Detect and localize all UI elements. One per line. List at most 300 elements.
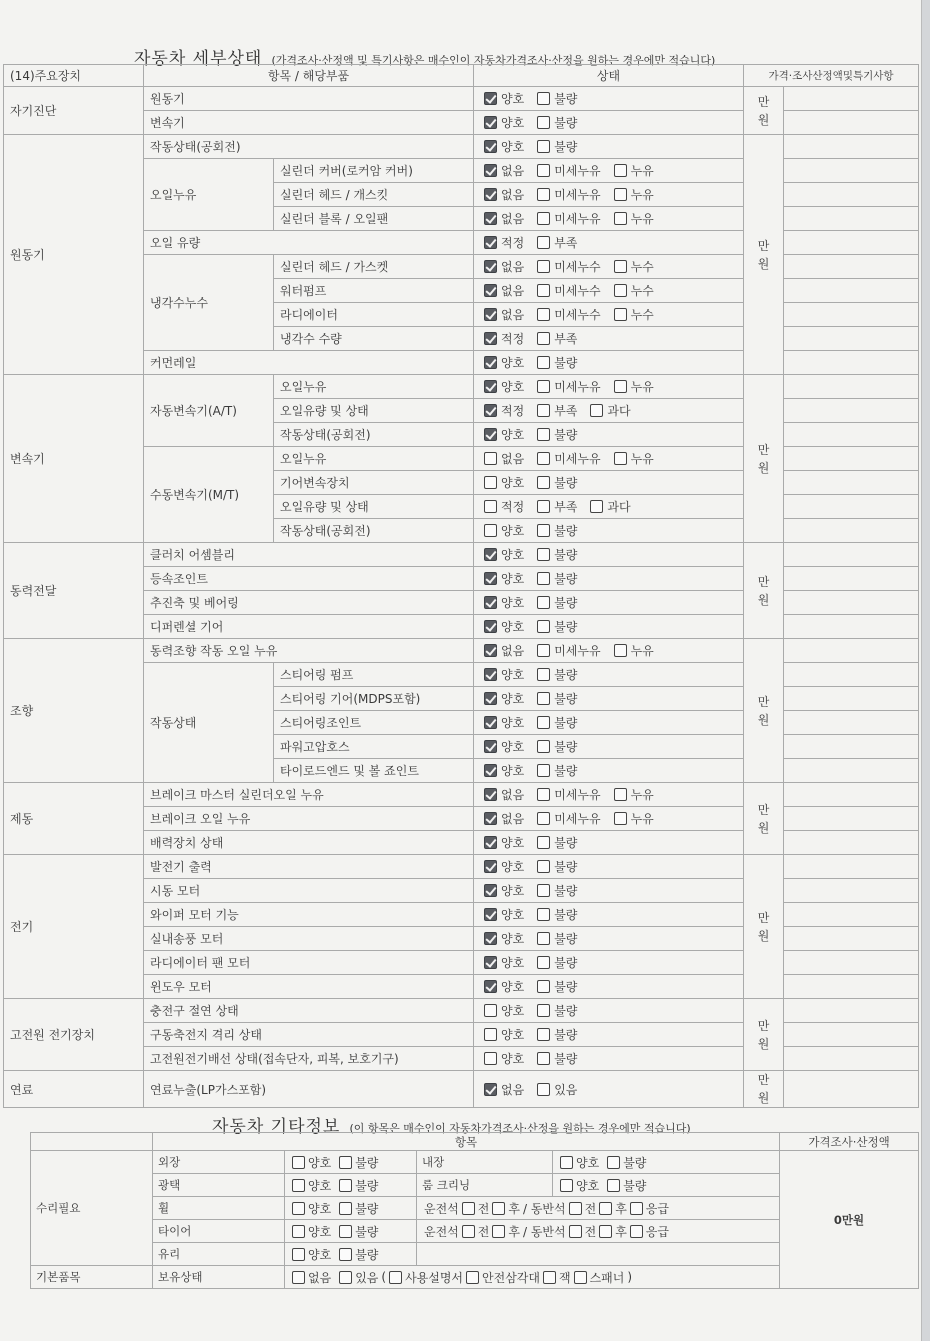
checkbox[interactable]	[292, 1248, 305, 1261]
note-cell[interactable]	[784, 663, 919, 687]
checkbox-checked[interactable]	[484, 140, 497, 153]
note-cell[interactable]	[784, 567, 919, 591]
item-label: 동력조향 작동 오일 누유	[144, 639, 474, 663]
checkbox[interactable]	[339, 1248, 352, 1261]
subgroup-manual: 수동변속기(M/T)	[144, 447, 274, 543]
price-unit-cell	[744, 855, 784, 999]
option-label: 불량	[554, 140, 578, 154]
option-label: 누수	[630, 284, 654, 298]
note-cell[interactable]	[784, 807, 919, 831]
checkbox-checked[interactable]	[484, 1083, 497, 1096]
item-label: 라디에이터	[274, 303, 474, 327]
checkbox[interactable]	[537, 956, 550, 969]
item-label: 배력장치 상태	[144, 831, 474, 855]
note-cell[interactable]	[784, 471, 919, 495]
status-options	[480, 690, 737, 707]
note-cell[interactable]	[784, 495, 919, 519]
price-unit-cell	[744, 135, 784, 375]
checkbox[interactable]	[537, 500, 550, 513]
price-unit-won: 원	[757, 712, 770, 727]
checkbox[interactable]	[537, 188, 550, 201]
checkbox[interactable]	[537, 764, 550, 777]
checkbox[interactable]	[537, 116, 550, 129]
price-unit-man: 만	[757, 910, 770, 925]
note-cell[interactable]	[784, 135, 919, 159]
note-cell[interactable]	[784, 159, 919, 183]
option-label: 불량	[355, 1155, 379, 1170]
checkbox[interactable]	[484, 1028, 497, 1041]
option-label: 양호	[501, 140, 525, 154]
option-label: 불량	[554, 1052, 578, 1066]
blank-header	[31, 1133, 153, 1151]
checkbox-checked[interactable]	[484, 236, 497, 249]
checkbox[interactable]	[466, 1271, 479, 1284]
option-label: 양호	[501, 692, 525, 706]
note-cell[interactable]	[784, 687, 919, 711]
item-label: 작동상태(공회전)	[274, 519, 474, 543]
status-options	[480, 330, 737, 347]
category-power-transfer: 동력전달	[4, 543, 144, 639]
option-label: 누유	[630, 452, 654, 466]
note-cell[interactable]	[784, 903, 919, 927]
subgroup-coolant-leak: 냉각수누수	[144, 255, 274, 351]
checkbox-checked[interactable]	[484, 860, 497, 873]
checkbox[interactable]	[292, 1225, 305, 1238]
price-unit-cell	[744, 375, 784, 543]
note-cell[interactable]	[784, 399, 919, 423]
note-cell[interactable]	[784, 951, 919, 975]
option-label: 미세누유	[554, 380, 601, 394]
checkbox[interactable]	[537, 260, 550, 273]
checkbox[interactable]	[537, 236, 550, 249]
note-cell[interactable]	[784, 879, 919, 903]
checkbox[interactable]	[537, 1052, 550, 1065]
checkbox[interactable]	[537, 332, 550, 345]
header-price-2: 가격조사·산정액	[780, 1133, 919, 1151]
option-label: 양호	[501, 596, 525, 610]
checkbox[interactable]	[537, 356, 550, 369]
status-options	[480, 234, 737, 251]
checkbox[interactable]	[614, 212, 627, 225]
option-label: 불량	[554, 428, 578, 442]
item-label: 휠	[153, 1197, 285, 1220]
checkbox[interactable]	[537, 524, 550, 537]
option-label: 불량	[554, 548, 578, 562]
note-cell[interactable]	[784, 87, 919, 111]
checkbox[interactable]	[537, 140, 550, 153]
option-label: 있음	[554, 1082, 578, 1097]
checkbox[interactable]	[560, 1156, 573, 1169]
note-cell[interactable]	[784, 351, 919, 375]
checkbox[interactable]	[339, 1271, 352, 1284]
checkbox[interactable]	[614, 308, 627, 321]
checkbox[interactable]	[537, 212, 550, 225]
item-label: 스티어링 기어(MDPS포함)	[274, 687, 474, 711]
checkbox-checked[interactable]	[484, 596, 497, 609]
item-label: 발전기 출력	[144, 855, 474, 879]
option-label: 누수	[630, 308, 654, 322]
category-brake: 제동	[4, 783, 144, 855]
status-options	[480, 1002, 737, 1019]
option-label: 누유	[630, 212, 654, 226]
item-label: 오일유량 및 상태	[274, 399, 474, 423]
option-label: 없음	[501, 788, 525, 802]
checkbox[interactable]	[537, 980, 550, 993]
checkbox[interactable]	[614, 644, 627, 657]
price-unit-cell	[744, 783, 784, 855]
header-price: 가격·조사산정액및특기사항	[744, 65, 919, 87]
item-label: 브레이크 오일 누유	[144, 807, 474, 831]
option-label: 양호	[501, 1052, 525, 1066]
option-label: 불량	[554, 524, 578, 538]
option-label: 양호	[501, 884, 525, 898]
checkbox[interactable]	[292, 1156, 305, 1169]
checkbox[interactable]	[537, 164, 550, 177]
note-cell[interactable]	[784, 711, 919, 735]
status-options	[480, 258, 737, 275]
item-label: 변속기	[144, 111, 474, 135]
checkbox[interactable]	[462, 1202, 475, 1215]
option-label: 불량	[554, 116, 578, 130]
option-label: 미세누유	[554, 212, 601, 226]
status-options	[480, 714, 737, 731]
checkbox[interactable]	[614, 812, 627, 825]
item-label: 추진축 및 베어링	[144, 591, 474, 615]
status-options	[558, 1154, 774, 1171]
note-cell[interactable]	[784, 423, 919, 447]
option-label: 적정	[501, 332, 525, 346]
checkbox[interactable]	[537, 644, 550, 657]
note-cell[interactable]	[784, 615, 919, 639]
note-cell[interactable]	[784, 831, 919, 855]
item-label: 시동 모터	[144, 879, 474, 903]
checkbox-checked[interactable]	[484, 956, 497, 969]
checkbox[interactable]	[537, 788, 550, 801]
option-label: 양호	[501, 116, 525, 130]
checkbox-checked[interactable]	[484, 380, 497, 393]
checkbox[interactable]	[537, 92, 550, 105]
item-label: 등속조인트	[144, 567, 474, 591]
checkbox[interactable]	[614, 260, 627, 273]
checkbox[interactable]	[537, 284, 550, 297]
category-transmission: 변속기	[4, 375, 144, 543]
note-cell[interactable]	[784, 111, 919, 135]
note-cell[interactable]	[784, 1047, 919, 1071]
option-label: 불량	[554, 668, 578, 682]
checkbox[interactable]	[537, 812, 550, 825]
checkbox-checked[interactable]	[484, 164, 497, 177]
checkbox[interactable]	[484, 452, 497, 465]
checkbox-checked[interactable]	[484, 740, 497, 753]
checkbox[interactable]	[537, 692, 550, 705]
checkbox[interactable]	[537, 620, 550, 633]
checkbox[interactable]	[537, 548, 550, 561]
note-cell[interactable]	[784, 543, 919, 567]
item-label: 룸 크리닝	[417, 1174, 553, 1197]
status-options	[480, 930, 737, 947]
header-section: (14)주요장치	[4, 65, 144, 87]
checkbox[interactable]	[537, 836, 550, 849]
checkbox[interactable]	[484, 1052, 497, 1065]
option-label: 전	[584, 1201, 597, 1216]
checkbox[interactable]	[599, 1225, 612, 1238]
item-label: 실린더 헤드 / 가스켓	[274, 255, 474, 279]
option-label: 불량	[554, 476, 578, 490]
checkbox[interactable]	[543, 1271, 556, 1284]
checkbox-checked[interactable]	[484, 932, 497, 945]
option-label: 잭	[559, 1270, 571, 1285]
checkbox[interactable]	[492, 1202, 505, 1215]
option-label: 양호	[501, 836, 525, 850]
option-label: 양호	[308, 1155, 332, 1170]
option-label: 누유	[630, 644, 654, 658]
option-label: 불량	[623, 1178, 647, 1193]
option-label: 응급	[645, 1224, 669, 1239]
note-cell[interactable]	[784, 999, 919, 1023]
option-label: 없음	[501, 164, 525, 178]
checkbox[interactable]	[292, 1179, 305, 1192]
item-label: 와이퍼 모터 기능	[144, 903, 474, 927]
note-cell[interactable]	[784, 759, 919, 783]
checkbox-checked[interactable]	[484, 260, 497, 273]
checkbox[interactable]	[614, 188, 627, 201]
estimated-price[interactable]: 0만원	[780, 1151, 919, 1289]
note-cell[interactable]	[784, 591, 919, 615]
checkbox[interactable]	[560, 1179, 573, 1192]
checkbox[interactable]	[537, 1004, 550, 1017]
note-cell[interactable]	[784, 279, 919, 303]
option-label: 후	[615, 1224, 627, 1239]
checkbox[interactable]	[537, 308, 550, 321]
price-unit-cell	[744, 543, 784, 639]
checkbox-checked[interactable]	[484, 92, 497, 105]
item-label: 오일누유	[274, 447, 474, 471]
checkbox-checked[interactable]	[484, 428, 497, 441]
title-note: (가격조사·산정액 및 특기사항은 매수인이 자동차가격조사·산정을 원하는 경우에만 적습니다)	[271, 54, 716, 67]
checkbox-checked[interactable]	[484, 548, 497, 561]
option-label: 불량	[554, 1028, 578, 1042]
checkbox[interactable]	[607, 1179, 620, 1192]
item-label: 타이로드엔드 및 볼 죠인트	[274, 759, 474, 783]
checkbox-checked[interactable]	[484, 716, 497, 729]
checkbox[interactable]	[492, 1225, 505, 1238]
note-cell[interactable]	[784, 447, 919, 471]
item-label: 오일 유량	[144, 231, 474, 255]
other-info-table	[30, 1132, 919, 1289]
option-label: 양호	[576, 1178, 600, 1193]
item-label: 브레이크 마스터 실린더오일 누유	[144, 783, 474, 807]
checkbox[interactable]	[537, 428, 550, 441]
checkbox-checked[interactable]	[484, 284, 497, 297]
price-unit-man: 만	[757, 238, 770, 253]
checkbox-checked[interactable]	[484, 668, 497, 681]
note-cell[interactable]	[784, 639, 919, 663]
checkbox[interactable]	[569, 1202, 582, 1215]
checkbox[interactable]	[614, 284, 627, 297]
note-cell[interactable]	[784, 183, 919, 207]
option-label: 적정	[501, 500, 525, 514]
item-label: 파워고압호스	[274, 735, 474, 759]
option-label: 없음	[501, 284, 525, 298]
checkbox[interactable]	[614, 164, 627, 177]
checkbox[interactable]	[537, 1083, 550, 1096]
checkbox[interactable]	[537, 380, 550, 393]
option-label: 누유	[630, 788, 654, 802]
option-label: 불량	[554, 596, 578, 610]
note-cell[interactable]	[784, 519, 919, 543]
status-options	[290, 1154, 411, 1171]
option-label: 후	[508, 1224, 520, 1239]
checkbox[interactable]	[537, 716, 550, 729]
checkbox[interactable]	[339, 1202, 352, 1215]
checkbox-checked[interactable]	[484, 308, 497, 321]
checkbox[interactable]	[630, 1202, 643, 1215]
checkbox[interactable]	[599, 1202, 612, 1215]
checkbox[interactable]	[537, 476, 550, 489]
item-label: 외장	[153, 1151, 285, 1174]
item-label: 타이어	[153, 1220, 285, 1243]
option-label: 불량	[554, 92, 578, 106]
note-cell[interactable]	[784, 735, 919, 759]
checkbox[interactable]	[537, 452, 550, 465]
checkbox-checked[interactable]	[484, 764, 497, 777]
checkbox-checked[interactable]	[484, 836, 497, 849]
option-label: 양호	[501, 668, 525, 682]
item-label: 실린더 헤드 / 개스킷	[274, 183, 474, 207]
status-options	[480, 378, 737, 395]
checkbox[interactable]	[537, 884, 550, 897]
checkbox-checked[interactable]	[484, 884, 497, 897]
checkbox-checked[interactable]	[484, 908, 497, 921]
checkbox[interactable]	[462, 1225, 475, 1238]
checkbox[interactable]	[590, 404, 603, 417]
checkbox-checked[interactable]	[484, 644, 497, 657]
checkbox-checked[interactable]	[484, 692, 497, 705]
checkbox[interactable]	[389, 1271, 402, 1284]
checkbox-checked[interactable]	[484, 116, 497, 129]
note-cell[interactable]	[784, 927, 919, 951]
item-label: 연료누출(LP가스포함)	[144, 1071, 474, 1108]
checkbox-checked[interactable]	[484, 812, 497, 825]
note-cell[interactable]	[784, 375, 919, 399]
option-label: 없음	[501, 812, 525, 826]
checkbox[interactable]	[537, 932, 550, 945]
status-options	[480, 762, 737, 779]
checkbox[interactable]	[339, 1225, 352, 1238]
checkbox[interactable]	[574, 1271, 587, 1284]
checkbox-checked[interactable]	[484, 572, 497, 585]
status-options	[480, 978, 737, 995]
checkbox[interactable]	[484, 476, 497, 489]
price-unit-won: 원	[757, 1091, 770, 1105]
item-label: 광택	[153, 1174, 285, 1197]
wheel-position-options	[422, 1200, 774, 1217]
checkbox-checked[interactable]	[484, 980, 497, 993]
checkbox[interactable]	[537, 572, 550, 585]
option-label: 누유	[630, 188, 654, 202]
checkbox[interactable]	[339, 1156, 352, 1169]
category-engine: 원동기	[4, 135, 144, 375]
checkbox[interactable]	[537, 668, 550, 681]
checkbox[interactable]	[614, 452, 627, 465]
price-unit-won: 원	[757, 928, 770, 943]
option-label: 과다	[607, 500, 631, 514]
checkbox[interactable]	[339, 1179, 352, 1192]
checkbox[interactable]	[484, 500, 497, 513]
option-label: 불량	[554, 572, 578, 586]
note-cell[interactable]	[784, 1023, 919, 1047]
price-unit-cell	[744, 639, 784, 783]
option-label: 양호	[501, 956, 525, 970]
option-label: 부족	[554, 500, 578, 514]
note-cell[interactable]	[784, 231, 919, 255]
checkbox[interactable]	[614, 788, 627, 801]
note-cell[interactable]	[784, 255, 919, 279]
price-unit-man: 만	[757, 574, 770, 589]
price-unit-cell	[744, 87, 784, 135]
checkbox[interactable]	[292, 1271, 305, 1284]
checkbox[interactable]	[537, 596, 550, 609]
status-options	[480, 642, 737, 659]
checkbox-checked[interactable]	[484, 356, 497, 369]
checkbox-checked[interactable]	[484, 788, 497, 801]
item-label: 클러치 어셈블리	[144, 543, 474, 567]
price-unit-won: 원	[757, 592, 770, 607]
option-label: 부족	[554, 236, 578, 250]
checkbox[interactable]	[569, 1225, 582, 1238]
checkbox[interactable]	[630, 1225, 643, 1238]
note-cell[interactable]	[784, 303, 919, 327]
note-cell[interactable]	[784, 975, 919, 999]
status-options	[480, 1081, 737, 1098]
note-cell[interactable]	[784, 1071, 919, 1108]
note-cell[interactable]	[784, 855, 919, 879]
checkbox[interactable]	[537, 1028, 550, 1041]
checkbox-checked[interactable]	[484, 620, 497, 633]
item-label: 스티어링 펌프	[274, 663, 474, 687]
checkbox-checked[interactable]	[484, 212, 497, 225]
status-options	[480, 498, 737, 515]
option-label: 양호	[308, 1247, 332, 1262]
item-label: 스티어링조인트	[274, 711, 474, 735]
checkbox[interactable]	[590, 500, 603, 513]
checkbox[interactable]	[537, 404, 550, 417]
option-label: 양호	[501, 380, 525, 394]
option-label: 과다	[607, 404, 631, 418]
note-cell[interactable]	[784, 327, 919, 351]
note-cell[interactable]	[784, 207, 919, 231]
checkbox[interactable]	[607, 1156, 620, 1169]
checkbox[interactable]	[484, 1004, 497, 1017]
checkbox[interactable]	[537, 860, 550, 873]
checkbox[interactable]	[614, 380, 627, 393]
checkbox-checked[interactable]	[484, 332, 497, 345]
option-label: 응급	[645, 1201, 669, 1216]
checkbox[interactable]	[484, 524, 497, 537]
checkbox[interactable]	[537, 740, 550, 753]
option-label: 양호	[308, 1224, 332, 1239]
option-label: 후	[615, 1201, 627, 1216]
checkbox[interactable]	[292, 1202, 305, 1215]
status-options	[480, 354, 737, 371]
item-label: 기어변속장치	[274, 471, 474, 495]
option-label: 불량	[554, 860, 578, 874]
checkbox-checked[interactable]	[484, 404, 497, 417]
note-cell[interactable]	[784, 783, 919, 807]
checkbox[interactable]	[537, 908, 550, 921]
checkbox-checked[interactable]	[484, 188, 497, 201]
option-label: 양호	[501, 356, 525, 370]
